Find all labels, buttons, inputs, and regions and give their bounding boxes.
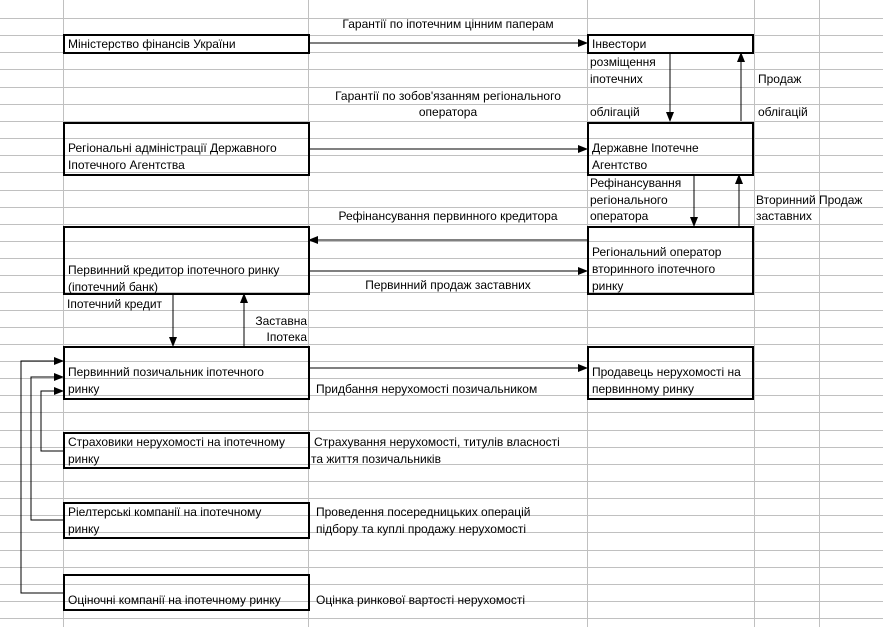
label-primary-sale: Первинний продаж заставних xyxy=(365,278,531,292)
label-mortgage-pledge-2: Іпотека xyxy=(266,330,307,344)
label-sale-2: облігацій xyxy=(758,105,808,119)
label-sale-1: Продаж xyxy=(758,72,802,86)
label-refinancing-regional-3: оператора xyxy=(590,209,649,223)
label-guarantees-operator-1: Гарантії по зобов'язанням регіонального xyxy=(335,89,561,103)
appraisers-label: Оціночні компанії на іпотечному ринку xyxy=(68,593,281,607)
regional-operator-label-3: ринку xyxy=(592,279,624,293)
label-refinancing-primary: Рефінансування первинного кредитора xyxy=(338,209,558,223)
label-valuation: Оцінка ринкової вартості нерухомості xyxy=(316,593,525,607)
regional-operator-label-2: вторинного іпотечного xyxy=(592,262,716,276)
label-purchase: Придбання нерухомості позичальником xyxy=(316,382,538,396)
label-mortgage-pledge-1: Заставна xyxy=(255,314,307,328)
realtors-box xyxy=(63,502,310,539)
label-secondary-sale-1: Вторинний Продаж xyxy=(756,193,863,207)
regional-operator-box xyxy=(587,226,754,295)
seller-box xyxy=(587,346,754,400)
seller-label-2: первинному ринку xyxy=(592,382,694,396)
label-mortgage-credit: Іпотечний кредит xyxy=(67,297,163,311)
primary-creditor-label-1: Первинний кредитор іпотечного ринку xyxy=(68,263,280,277)
regional-operator-label-1: Регіональний оператор xyxy=(592,245,722,259)
label-placement-3: облігацій xyxy=(590,105,640,119)
insurers-label-1: Страховики нерухомості на іпотечному xyxy=(68,435,285,449)
state-agency-box xyxy=(587,122,754,176)
label-secondary-sale-2: заставних xyxy=(756,209,812,223)
label-guarantees-securities: Гарантії по іпотечним цінним паперам xyxy=(342,17,554,31)
primary-creditor-label-2: (іпотечний банк) xyxy=(68,280,158,294)
primary-creditor-box xyxy=(63,226,310,295)
investors-box xyxy=(587,34,754,54)
regional-admin-label-1: Регіональні адміністрації Державного xyxy=(68,141,277,155)
state-agency-label-1: Державне Іпотечне xyxy=(592,141,699,155)
label-insurance-1: Страхування нерухомості, титулів власності xyxy=(314,435,560,449)
connector-realtors-to-borrower xyxy=(31,377,64,520)
label-refinancing-regional-2: регіонального xyxy=(590,193,668,207)
label-brokerage-1: Проведення посередницьких операцій xyxy=(316,505,531,519)
label-refinancing-regional-1: Рефінансування xyxy=(590,176,682,190)
appraisers-box xyxy=(63,574,310,611)
label-insurance-2: та життя позичальників xyxy=(311,452,441,466)
insurers-box xyxy=(63,432,310,469)
connector-appraisers-to-borrower xyxy=(21,361,64,593)
investors-label: Інвестори xyxy=(592,37,647,51)
connector-insurers-to-borrower xyxy=(41,391,64,451)
label-brokerage-2: підбору та куплі продажу нерухомості xyxy=(316,522,527,536)
ministry-box xyxy=(63,34,310,54)
borrower-label-2: ринку xyxy=(68,382,100,396)
regional-admin-box xyxy=(63,122,310,176)
borrower-label-1: Первинний позичальник іпотечного xyxy=(68,365,264,379)
ministry-label: Міністерство фінансів України xyxy=(68,37,236,51)
realtors-label-1: Ріелтерські компанії на іпотечному xyxy=(68,505,262,519)
regional-admin-label-2: Іпотечного Агентства xyxy=(68,158,185,172)
label-guarantees-operator-2: оператора xyxy=(418,105,478,119)
borrower-box xyxy=(63,346,310,400)
state-agency-label-2: Агентство xyxy=(592,158,648,172)
seller-label-1: Продавець нерухомості на xyxy=(592,365,741,379)
realtors-label-2: ринку xyxy=(68,522,100,536)
label-placement-2: іпотечних xyxy=(590,72,643,86)
insurers-label-2: ринку xyxy=(68,452,100,466)
label-placement-1: розміщення xyxy=(590,55,656,69)
